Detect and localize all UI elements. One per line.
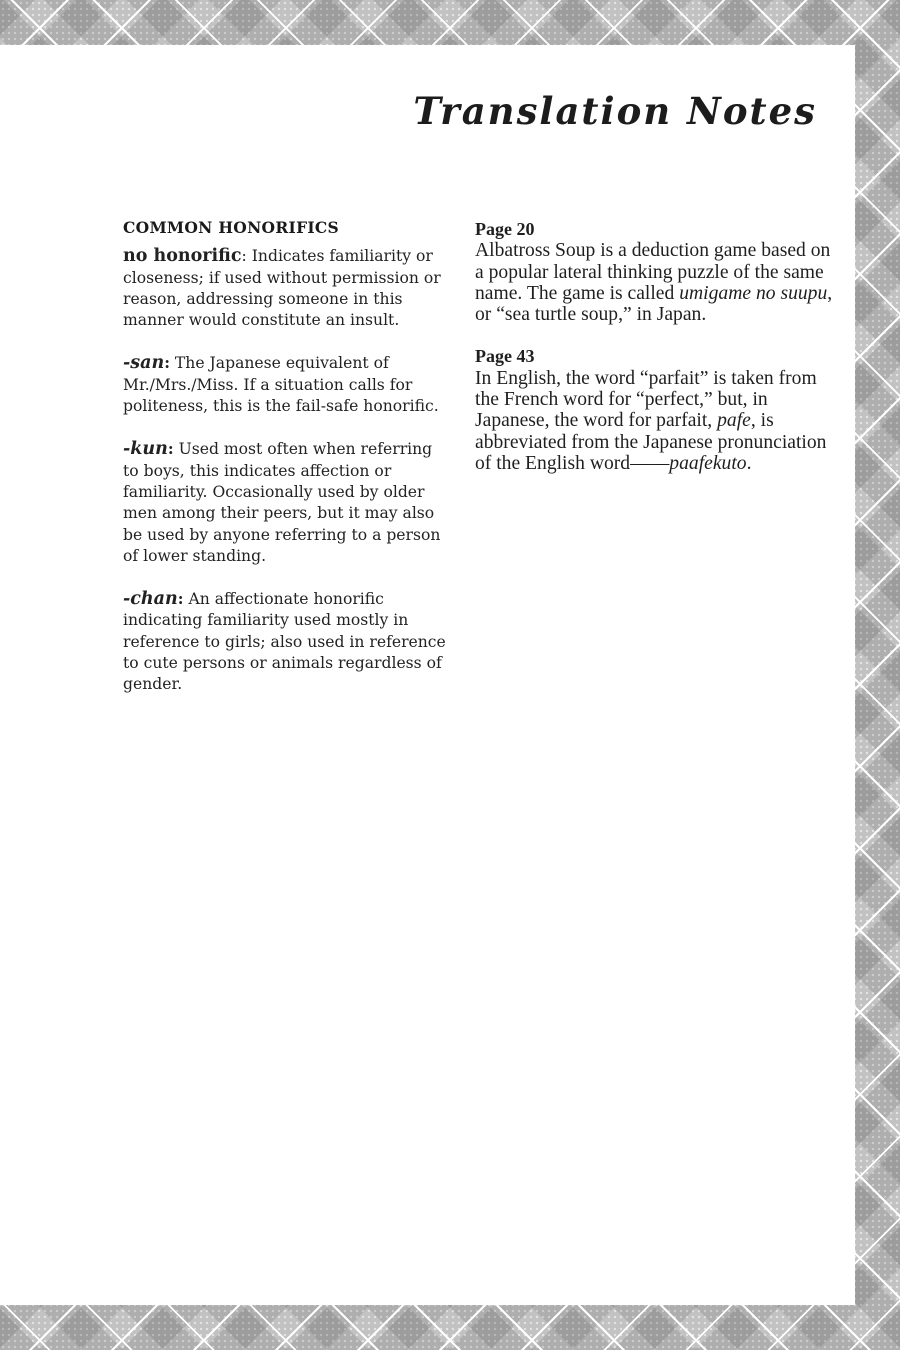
honorific-entry-san [123, 352, 448, 417]
note-page-43 [475, 346, 835, 474]
page-title: Translation Notes [413, 89, 817, 133]
honorific-definition: Used most often when referring to boys, this indicates affection or familiarity. Occasionally used by older men among their peers, but it may also be used by anyone referring to a person of lower standing. [123, 440, 441, 565]
note-text: , is abbreviated from the Japanese pronunciation of the English word—— [475, 410, 827, 474]
honorifics-column [123, 217, 448, 717]
honorifics-heading: COMMON HONORIFICS [123, 218, 340, 237]
honorific-entry-chan [123, 588, 448, 695]
note-title: Page 43 [475, 346, 535, 367]
honorific-colon: : [241, 247, 247, 266]
honorific-term: -kun [123, 439, 168, 460]
note-italic-term: paafekuto [669, 452, 747, 474]
honorific-term: -chan [123, 589, 178, 610]
note-text: Albatross Soup is a deduction game based on a popular lateral thinking puzzle of the same name. The game is called [475, 240, 831, 304]
notes-column [475, 219, 835, 495]
honorific-term: -san [123, 353, 165, 374]
honorific-entry-none [123, 246, 448, 331]
note-italic-term: pafe [717, 410, 751, 432]
honorific-colon: : [167, 439, 174, 459]
honorific-definition: The Japanese equivalent of Mr./Mrs./Miss. If a situation calls for politeness, this is the fail-safe honorific. [123, 354, 439, 416]
honorific-definition: An affectionate honorific indicating familiarity used mostly in reference to girls; also used in reference to cute persons or animals regardless of gender. [123, 590, 446, 694]
note-italic-term: umigame no suupu [679, 282, 828, 304]
honorific-definition: Indicates familiarity or closeness; if used without permission or reason, addressing someone in this manner would constitute an insult. [123, 247, 441, 330]
paper-sheet [0, 45, 855, 1305]
honorific-colon: : [177, 589, 184, 609]
note-text: . [746, 452, 752, 474]
note-text: In English, the word “parfait” is taken from the French word for “perfect,” but, in Japanese, the word for parfait, [475, 367, 817, 432]
note-title: Page 20 [475, 219, 535, 239]
honorific-entry-kun [123, 438, 448, 567]
note-page-20 [475, 219, 835, 325]
honorific-colon: : [164, 353, 170, 373]
honorific-term: no honorific [123, 246, 242, 267]
note-text: , or “sea turtle soup,” in Japan. [475, 282, 833, 326]
